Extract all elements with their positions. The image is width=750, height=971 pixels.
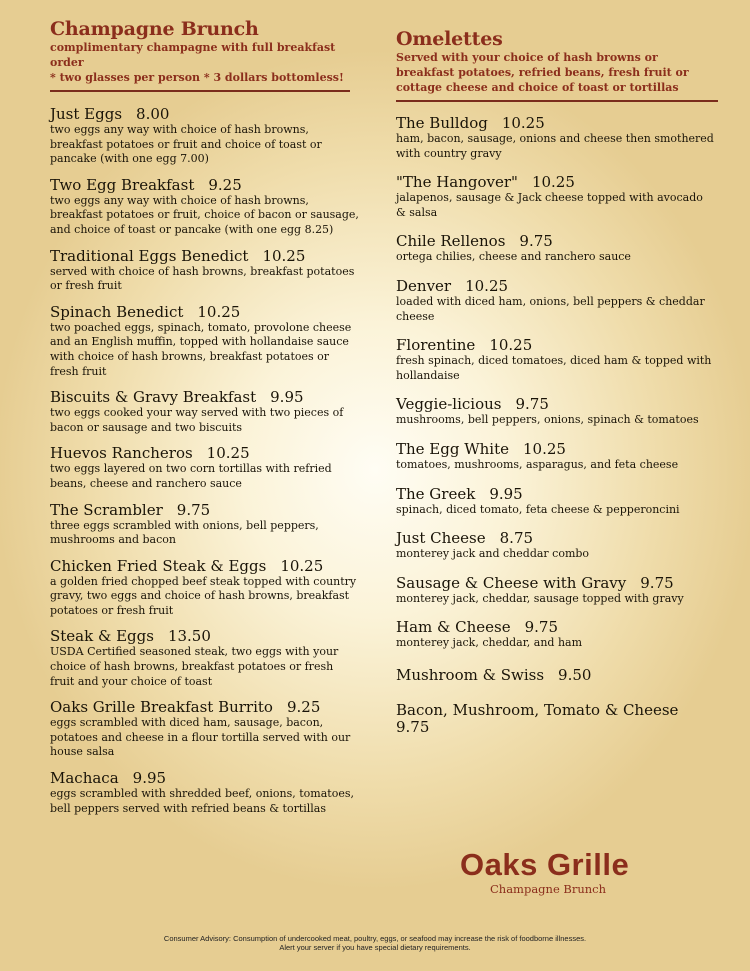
menu-item [396, 575, 716, 607]
brunch-divider [50, 90, 350, 92]
item-description: monterey jack and cheddar combo [396, 547, 590, 561]
item-description: three eggs scrambled with onions, bell peppers, mushrooms and bacon [50, 518, 319, 547]
omelettes-title: Omelettes [396, 28, 503, 50]
item-name: Traditional Eggs Benedict [50, 246, 249, 265]
item-name: Veggie-licious [396, 395, 502, 414]
item-price: 9.75 [519, 232, 553, 251]
item-price: 9.75 [640, 573, 674, 592]
menu-item [50, 445, 360, 491]
item-price: 10.25 [197, 302, 241, 321]
item-description: two eggs cooked your way served with two pieces of bacon or sausage and two biscuits [50, 406, 344, 434]
item-price: 9.25 [208, 175, 242, 194]
item-description: two eggs any way with choice of hash browns, breakfast potatoes or fruit, choice of bacon or sausage, and choice of toast or pancake (with one egg 8.25) [50, 193, 359, 236]
item-description: mushrooms, bell peppers, onions, spinach & tomatoes [396, 413, 699, 427]
item-name: Spinach Benedict [50, 302, 184, 321]
menu-item [396, 702, 716, 736]
item-description: tomatoes, mushrooms, asparagus, and feta cheese [396, 457, 679, 471]
champagne-brunch-section [50, 18, 360, 816]
item-name: The Scrambler [50, 500, 163, 519]
menu-item [50, 699, 360, 760]
menu-item [50, 628, 360, 689]
oaks-grille-logo [460, 848, 660, 896]
menu-item [396, 486, 716, 518]
item-name: The Greek [396, 484, 476, 503]
item-description: jalapenos, sausage & Jack cheese topped with avocado & salsa [396, 191, 703, 219]
item-price: 10.25 [206, 444, 250, 463]
item-name: Mushroom & Swiss [396, 665, 545, 684]
omelettes-section [396, 28, 716, 736]
menu-item [50, 770, 360, 816]
menu-item [50, 248, 360, 294]
brunch-title: Champagne Brunch [50, 18, 259, 40]
menu-item [50, 502, 360, 548]
menu-item [50, 558, 360, 619]
item-name: Chile Rellenos [396, 232, 506, 251]
item-name: Steak & Eggs [50, 627, 154, 646]
menu-item [50, 304, 360, 379]
item-price: 9.95 [270, 388, 304, 407]
consumer-advisory [0, 934, 750, 952]
menu-item [396, 174, 716, 220]
item-name: Sausage & Cheese with Gravy [396, 573, 627, 592]
item-name: Machaca [50, 769, 119, 788]
item-price: 9.75 [396, 717, 430, 736]
brunch-subtitle-line2: * two glasses per person * 3 dollars bottomless! [50, 71, 344, 84]
item-name: Florentine [396, 336, 476, 355]
item-price: 13.50 [167, 627, 211, 646]
item-price: 8.00 [136, 105, 170, 123]
advisory-line2: Alert your server if you have special dietary requirements. [279, 943, 471, 952]
item-description: two eggs layered on two corn tortillas with refried beans, cheese and ranchero sauce [50, 462, 332, 490]
logo-subtitle: Champagne Brunch [490, 882, 607, 896]
item-price: 10.25 [262, 246, 306, 265]
item-description: loaded with diced ham, onions, bell peppers & cheddar cheese [396, 294, 705, 323]
menu-item [50, 389, 360, 435]
item-price: 9.75 [176, 500, 211, 519]
item-description: ortega chilies, cheese and ranchero sauce [396, 250, 631, 264]
item-name: "The Hangover" [396, 173, 518, 192]
item-description: monterey jack, cheddar, sausage topped with gravy [396, 591, 684, 605]
item-name: The Egg White [396, 439, 510, 458]
item-name: Just Cheese [396, 529, 486, 548]
item-price: 9.75 [524, 618, 559, 637]
item-description: eggs scrambled with shredded beef, onions, tomatoes, bell peppers served with refried beans & tortillas [50, 787, 354, 815]
item-name: Ham & Cheese [396, 618, 511, 637]
item-name: Just Eggs [50, 105, 123, 123]
omelette-items [396, 115, 716, 736]
menu-item [50, 177, 360, 238]
item-description: fresh spinach, diced tomatoes, diced ham & topped with hollandaise [396, 354, 712, 382]
item-price: 10.25 [501, 114, 545, 132]
item-price: 9.95 [489, 484, 523, 503]
item-description: monterey jack, cheddar, and ham [396, 636, 583, 650]
item-price: 9.25 [286, 698, 321, 717]
advisory-line1: Consumer Advisory: Consumption of undercooked meat, poultry, eggs, or seafood may increase the risk of foodborne illnesses. [163, 934, 587, 943]
item-price: 9.75 [515, 395, 549, 414]
item-description: two poached eggs, spinach, tomato, provolone cheese and an English muffin, topped with hollandaise sauce with choice of hash browns, breakfast potatoes or fresh fruit [50, 320, 352, 378]
menu-item [396, 233, 716, 265]
item-name: Biscuits & Gravy Breakfast [50, 388, 257, 407]
logo-title: Oaks Grille [460, 847, 630, 882]
menu-item [396, 115, 716, 161]
item-description: two eggs any way with choice of hash browns, breakfast potatoes or fruit and choice of toast or pancake (with one egg 7.00) [50, 123, 322, 166]
item-name: Chicken Fried Steak & Eggs [50, 556, 267, 575]
omelettes-subtitle: Served with your choice of hash browns or breakfast potatoes, refried beans, fresh fruit or cottage cheese and choice of toast or tortillas [396, 51, 689, 94]
item-price: 8.75 [499, 529, 534, 548]
item-price: 10.25 [523, 439, 566, 458]
menu-item [396, 619, 716, 651]
brunch-subtitle-line1: complimentary champagne with full breakfast order [50, 41, 336, 69]
brunch-items [50, 106, 360, 816]
menu-item [50, 106, 360, 167]
item-description: spinach, diced tomato, feta cheese & pepperoncini [396, 502, 680, 516]
item-price: 10.25 [489, 336, 533, 355]
item-description: eggs scrambled with diced ham, sausage, bacon, potatoes and cheese in a flour tortilla served with our house salsa [50, 716, 351, 759]
item-name: Two Egg Breakfast [50, 175, 195, 194]
item-price: 10.25 [531, 173, 575, 192]
menu-item [396, 278, 716, 324]
item-price: 9.95 [132, 769, 167, 788]
menu-item [396, 337, 716, 383]
item-name: Bacon, Mushroom, Tomato & Cheese [396, 700, 679, 719]
omelettes-divider [396, 100, 718, 102]
item-price: 9.50 [558, 665, 592, 684]
item-description: a golden fried chopped beef steak topped with country gravy, two eggs and choice of hash browns, breakfast potatoes or fresh fruit [50, 574, 357, 617]
menu-item [396, 396, 716, 428]
menu-item [396, 667, 716, 684]
menu-item [396, 441, 716, 473]
item-description: ham, bacon, sausage, onions and cheese then smothered with country gravy [396, 132, 714, 160]
item-name: Oaks Grille Breakfast Burrito [50, 698, 273, 717]
item-name: The Bulldog [396, 114, 488, 132]
item-price: 10.25 [465, 276, 509, 295]
item-name: Denver [396, 276, 452, 295]
item-price: 10.25 [280, 556, 324, 575]
item-name: Huevos Rancheros [50, 444, 193, 463]
item-description: served with choice of hash browns, breakfast potatoes or fresh fruit [50, 264, 355, 293]
menu-item [396, 530, 716, 562]
item-description: USDA Certified seasoned steak, two eggs with your choice of hash browns, breakfast potatoes or fresh fruit and your choice of toast [50, 645, 339, 688]
